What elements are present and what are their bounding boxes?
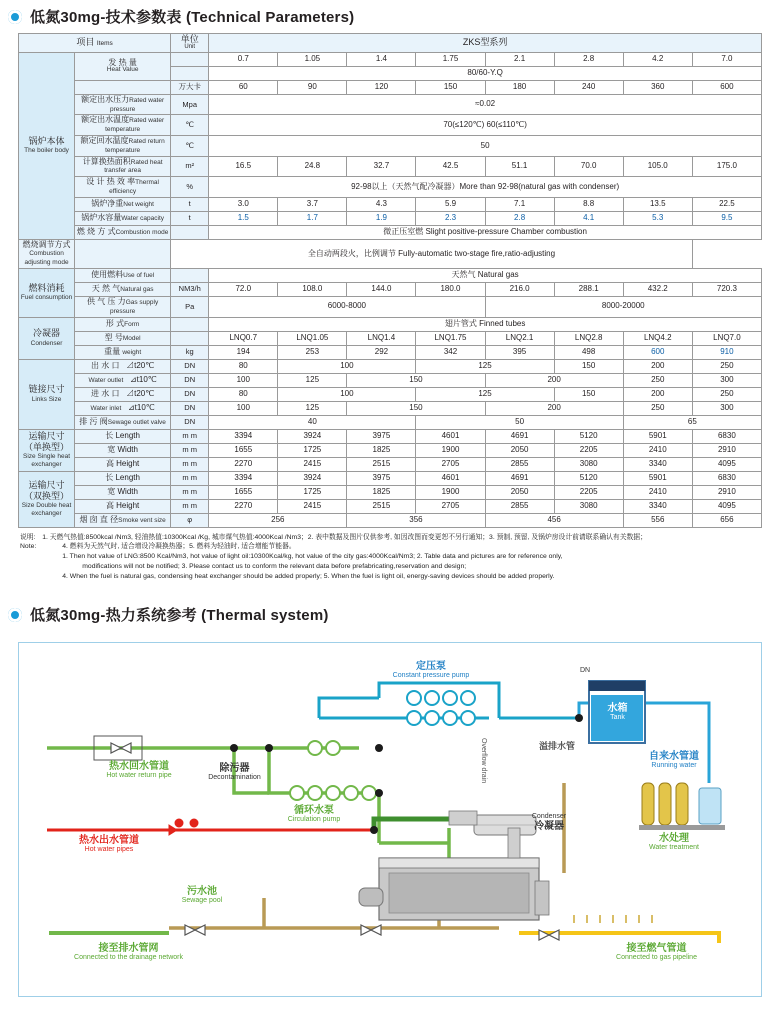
row-label-use-of-fuel: 使用燃料Use of fuel: [75, 268, 171, 282]
cell: 100: [278, 359, 416, 373]
cell: 2.8: [485, 211, 554, 225]
table-row: [19, 296, 762, 317]
unit-cell: DN: [171, 401, 209, 415]
cell: LNQ1.05: [278, 331, 347, 345]
cell: 5.3: [623, 211, 692, 225]
cell: 3.7: [278, 197, 347, 211]
cell: 3340: [623, 457, 692, 471]
cell: 65: [623, 415, 761, 429]
unit-cell: m²: [171, 156, 209, 177]
cell: 72.0: [209, 282, 278, 296]
thermal-title-cn: 低氮30mg-热力系统参考: [30, 607, 197, 624]
note-line: 4. 燃料为天然气时, 适合增设冷凝换热器；5. 燃料为轻油时, 适合增能节能器。: [62, 543, 296, 551]
cell: 1.5: [209, 211, 278, 225]
cell: 150: [347, 373, 485, 387]
cell-span: 微正压室燃 Slight positive-pressure Chamber combustion: [209, 225, 762, 239]
row-label-form: 形 式Form: [75, 317, 171, 331]
cell: 90: [278, 80, 347, 94]
cell: 2910: [692, 485, 761, 499]
cell: 4.1: [554, 211, 623, 225]
cell: 1825: [347, 485, 416, 499]
cell: 2515: [347, 499, 416, 513]
cell: 2415: [278, 499, 347, 513]
cell: 240: [554, 80, 623, 94]
row-label-combustion-mode: 燃 烧 方 式Combustion mode: [75, 225, 171, 239]
cell: 175.0: [692, 156, 761, 177]
unit-cell: [171, 268, 209, 282]
cell-span: 8000-20000: [485, 296, 761, 317]
row-label-condenser-weight: 重量 weight: [75, 345, 171, 359]
label-decontamination: 除污器 Decontamination: [208, 763, 261, 782]
label-condenser: Condenser 冷凝器: [531, 813, 567, 832]
cell: 720.3: [692, 282, 761, 296]
cell: LNQ0.7: [209, 331, 278, 345]
cell: 250: [623, 401, 692, 415]
row-label-heat-transfer-area: 计算换热面积Rated heat transfer area: [75, 156, 171, 177]
cell: 8.8: [554, 197, 623, 211]
unit-cell: Pa: [171, 296, 209, 317]
cell: 125: [278, 373, 347, 387]
cell: 498: [554, 345, 623, 359]
cell: 5120: [554, 429, 623, 443]
unit-cell: kg: [171, 345, 209, 359]
cell: 150: [416, 80, 485, 94]
unit-cell: [171, 317, 209, 331]
row-label-height: 高 Height: [75, 499, 171, 513]
notes-block: [0, 528, 780, 582]
label-tank: 水箱 Tank: [607, 703, 628, 722]
table-row: [19, 401, 762, 415]
thermal-system-diagram: [18, 642, 762, 997]
unit-cell: DN: [171, 373, 209, 387]
row-label-model: 型 号Model: [75, 331, 171, 345]
cell: 3.0: [209, 197, 278, 211]
row-label-width: 宽 Width: [75, 443, 171, 457]
section-heading-parameters: [0, 0, 780, 27]
label-overflow-pipe-cn: 溢排水管: [538, 741, 575, 751]
cell: 432.2: [623, 282, 692, 296]
group-condenser: 冷凝器 Condenser: [19, 317, 75, 359]
cell: 216.0: [485, 282, 554, 296]
unit-cell: m m: [171, 471, 209, 485]
table-row: [19, 115, 762, 136]
page-title: [30, 6, 354, 27]
cell: 5120: [554, 471, 623, 485]
cell: LNQ2.1: [485, 331, 554, 345]
model-cell: 0.7: [209, 52, 278, 66]
spec-table-wrapper: [0, 27, 780, 528]
cell: 256: [209, 513, 347, 527]
header-item: 项目 Items: [19, 34, 171, 53]
model-cell: 1.75: [416, 52, 485, 66]
unit-cell: m m: [171, 443, 209, 457]
table-row: [19, 373, 762, 387]
cell: 9.5: [692, 211, 761, 225]
cell: 292: [347, 345, 416, 359]
cell: 1900: [416, 443, 485, 457]
cell: 395: [485, 345, 554, 359]
cell: 70.0: [554, 156, 623, 177]
bullet-icon: [8, 10, 22, 24]
cell: 100: [209, 373, 278, 387]
note-line: 4. When the fuel is natural gas, condensing heat exchanger should be added properly; 5. When the fuel is light oil, energy-saving devices should be added properly.: [62, 572, 555, 580]
unit-cell: ℃: [171, 135, 209, 156]
cell: 2050: [485, 443, 554, 457]
cell: 3340: [623, 499, 692, 513]
row-label-rated-return-temperature: 额定回水温度Rated return temperature: [75, 135, 171, 156]
cell-span: 天然气 Natural gas: [209, 268, 762, 282]
technical-parameters-table: [18, 33, 762, 528]
table-row: [19, 415, 762, 429]
cell: 22.5: [692, 197, 761, 211]
cell: 200: [623, 359, 692, 373]
cell: 4601: [416, 429, 485, 443]
label-drainage-network: 接至排水管网 Connected to the drainage network: [74, 943, 183, 962]
cell: 105.0: [623, 156, 692, 177]
cell: 200: [623, 387, 692, 401]
cell: 4601: [416, 471, 485, 485]
table-row: [19, 345, 762, 359]
table-row: [19, 471, 762, 485]
table-row: [19, 239, 762, 268]
row-label-width: 宽 Width: [75, 485, 171, 499]
cell: 300: [692, 373, 761, 387]
table-row: [19, 457, 762, 471]
cell: 1655: [209, 485, 278, 499]
cell-span: 翅片管式 Finned tubes: [209, 317, 762, 331]
cell: 3975: [347, 429, 416, 443]
cell: 250: [692, 359, 761, 373]
row-label-water-capacity: 锅炉水容量Water capacity: [75, 211, 171, 225]
row-label-height: 高 Height: [75, 457, 171, 471]
label-overflow-drain-en: Overflow drain: [479, 738, 487, 784]
table-row: [19, 359, 762, 373]
cell: 200: [485, 373, 623, 387]
unit-cell: m m: [171, 429, 209, 443]
cell: 910: [692, 345, 761, 359]
cell-span: 全自动两段火，比例调节 Fully-automatic two-stage fire,ratio-adjusting: [171, 239, 693, 268]
row-label-thermal-efficiency: 设 计 热 效 率Thermal efficiency: [75, 177, 171, 198]
cell: 456: [485, 513, 623, 527]
cell: 1825: [347, 443, 416, 457]
unit-cell: ℃: [171, 115, 209, 136]
cell: 556: [623, 513, 692, 527]
unit-cell: t: [171, 197, 209, 211]
model-cell: 4.2: [623, 52, 692, 66]
cell: 356: [347, 513, 485, 527]
page-title-cn: 低氮30mg-技术参数表: [30, 9, 182, 26]
cell: 1725: [278, 485, 347, 499]
cell: 1725: [278, 443, 347, 457]
cell: 3924: [278, 471, 347, 485]
label-water-treatment: 水处理 Water treatment: [649, 833, 699, 852]
model-cell: 1.05: [278, 52, 347, 66]
row-label-water-outlet-t10: Water outlet ⊿t10℃: [75, 373, 171, 387]
group-fuel-consumption: 燃料消耗 Fuel consumption: [19, 268, 75, 317]
table-row: [19, 225, 762, 239]
cell: 2205: [554, 443, 623, 457]
table-row: [19, 197, 762, 211]
cell: 150: [554, 387, 623, 401]
cell-span: 50: [209, 135, 762, 156]
cell: 16.5: [209, 156, 278, 177]
cell: 2270: [209, 457, 278, 471]
cell: 2515: [347, 457, 416, 471]
cell: 100: [209, 401, 278, 415]
label-hot-water-pipes: 热水出水管道 Hot water pipes: [79, 835, 139, 854]
row-label-water-outlet-t20: 出 水 口 ⊿t20℃: [75, 359, 171, 373]
cell: LNQ2.8: [554, 331, 623, 345]
table-row: [19, 94, 762, 115]
unit-cell: [171, 66, 209, 80]
unit-cell: NM3/h: [171, 282, 209, 296]
cell: 5.9: [416, 197, 485, 211]
row-label-length: 长 Length: [75, 429, 171, 443]
cell: 6830: [692, 429, 761, 443]
cell: 2270: [209, 499, 278, 513]
cell-span: ≈0.02: [209, 94, 762, 115]
thermal-title: [30, 604, 329, 625]
unit-cell: m m: [171, 499, 209, 513]
cell-span: 70(≤120℃) 60(≤110℃): [209, 115, 762, 136]
unit-cell: DN: [171, 359, 209, 373]
model-cell: 2.1: [485, 52, 554, 66]
cell: 5901: [623, 471, 692, 485]
table-row: [19, 513, 762, 527]
cell: 360: [623, 80, 692, 94]
cell: 100: [278, 387, 416, 401]
cell: 300: [692, 401, 761, 415]
row-label-length: 长 Length: [75, 471, 171, 485]
cell: 4691: [485, 471, 554, 485]
table-row: [19, 387, 762, 401]
unit-cell: t: [171, 211, 209, 225]
row-label-sewage-outlet-valve: 排 污 阀Sewage outlet valve: [75, 415, 171, 429]
row-label-water-inlet-t20: 进 水 口 ⊿t20℃: [75, 387, 171, 401]
cell: 2855: [485, 457, 554, 471]
note-line: 1. Then hot value of LNG:8500 Kcal/Nm3, hot value of light oil:10300Kcal/kg, hot value of the city gas:4000Kcal/Nm3; 2. Table data and pictures are for reference only,: [62, 553, 563, 561]
row-label-net-weight: 锅炉净重Net weight: [75, 197, 171, 211]
unit-cell: φ: [171, 513, 209, 527]
cell: 1.7: [278, 211, 347, 225]
row-label-rated-water-pressure: 额定出水压力Rated water pressure: [75, 94, 171, 115]
cell: 3080: [554, 499, 623, 513]
table-row: [19, 135, 762, 156]
notes-label: 说明: Note:: [20, 533, 37, 551]
table-row: [19, 282, 762, 296]
cell: 32.7: [347, 156, 416, 177]
unit-cell: [171, 225, 209, 239]
cell: 250: [623, 373, 692, 387]
cell-span: 92-98以上（天然气配冷凝器）More than 92-98(natural gas with condenser): [209, 177, 762, 198]
table-row: [19, 331, 762, 345]
table-row: [19, 80, 762, 94]
row-label-heat-value: 发 热 量 Heat Value: [75, 52, 171, 80]
unit-cell: m m: [171, 485, 209, 499]
label-hot-water-return-pipe: 热水回水管道 Hot water return pipe: [106, 761, 172, 780]
label-sewage-pool: 污水池 Sewage pool: [181, 886, 223, 905]
cell: 2205: [554, 485, 623, 499]
cell: 2855: [485, 499, 554, 513]
section-heading-thermal: [0, 604, 329, 625]
thermal-diagram-wrapper: [0, 634, 780, 997]
bullet-icon: [8, 608, 22, 622]
table-row: [19, 211, 762, 225]
row-label-blank: [75, 80, 171, 94]
unit-cell: Mpa: [171, 94, 209, 115]
table-row: [19, 177, 762, 198]
cell: 125: [416, 359, 554, 373]
cell: 80: [209, 387, 278, 401]
group-size-double: 运输尺寸（双换型） Size Double heat exchanger: [19, 471, 75, 527]
table-row: [19, 443, 762, 457]
cell: 80: [209, 359, 278, 373]
table-header-row: [19, 34, 762, 53]
unit-cell: %: [171, 177, 209, 198]
label-circulation-pump: 循环水泵 Circulation pump: [287, 805, 341, 824]
cell: 60: [209, 80, 278, 94]
cell: 3975: [347, 471, 416, 485]
table-model-row: [19, 52, 762, 66]
cell: 2705: [416, 457, 485, 471]
cell: 6830: [692, 471, 761, 485]
note-line: modifications will not be notified; 3. Please contact us to conform the relevant data before prefabricating,reservation and design;: [82, 563, 467, 571]
cell: 1655: [209, 443, 278, 457]
cell: 40: [209, 415, 416, 429]
page-title-en: (Technical Parameters): [185, 9, 355, 26]
cell-span: 6000-8000: [209, 296, 485, 317]
table-row: [19, 268, 762, 282]
heat-value-type: 80/60-Y.Q: [209, 66, 762, 80]
cell: 180.0: [416, 282, 485, 296]
unit-cell: 万大卡: [171, 80, 209, 94]
cell: 2910: [692, 443, 761, 457]
unit-cell: DN: [171, 387, 209, 401]
unit-cell: [171, 52, 209, 66]
row-label-water-inlet-t10: Water inlet ⊿t10℃: [75, 401, 171, 415]
cell: 2705: [416, 499, 485, 513]
cell: 4691: [485, 429, 554, 443]
cell: 2.3: [416, 211, 485, 225]
cell: LNQ4.2: [623, 331, 692, 345]
cell: 200: [485, 401, 623, 415]
cell: LNQ7.0: [692, 331, 761, 345]
cell: 1900: [416, 485, 485, 499]
cell: 51.1: [485, 156, 554, 177]
cell: 4095: [692, 499, 761, 513]
cell: 3080: [554, 457, 623, 471]
label-dn: DN: [579, 667, 591, 674]
cell: 180: [485, 80, 554, 94]
cell: 50: [416, 415, 623, 429]
cell: 120: [347, 80, 416, 94]
table-row: [19, 499, 762, 513]
table-row: [19, 156, 762, 177]
group-size-single: 运输尺寸（单换型） Size Single heat exchanger: [19, 429, 75, 471]
cell: 150: [347, 401, 485, 415]
unit-cell: [75, 239, 171, 268]
cell: 4.3: [347, 197, 416, 211]
table-row: [19, 485, 762, 499]
row-label-smoke-vent-size: 烟 囱 直 径Smoke vent size: [75, 513, 171, 527]
model-cell: 2.8: [554, 52, 623, 66]
model-cell: 7.0: [692, 52, 761, 66]
cell: 7.1: [485, 197, 554, 211]
table-row: [19, 317, 762, 331]
cell: 108.0: [278, 282, 347, 296]
row-label-combustion-adjusting-mode: 燃烧调节方式Combustion adjusting mode: [19, 239, 75, 268]
cell: 253: [278, 345, 347, 359]
unit-cell: m m: [171, 457, 209, 471]
cell: 288.1: [554, 282, 623, 296]
table-row: [19, 429, 762, 443]
cell: 13.5: [623, 197, 692, 211]
row-label-gas-supply-pressure: 供 气 压 力Gas supply pressure: [75, 296, 171, 317]
note-line: 1. 天燃气热值:8500kcal /Nm3, 轻油热值:10300Kcal /Kg, 城市煤气热值:4000Kcal /Nm3；2. 表中数据及图片仅供参考, 如因改图而变更恕不另行通知；3. 预制, 预留, 及锅炉房设计前请联系确认有关数据；: [42, 533, 647, 541]
cell: 2410: [623, 485, 692, 499]
cell: 2410: [623, 443, 692, 457]
notes-body: [42, 533, 760, 582]
group-boiler-body: 锅炉本体 The boiler body: [19, 52, 75, 239]
cell: 656: [692, 513, 761, 527]
cell: 3394: [209, 471, 278, 485]
cell: 600: [623, 345, 692, 359]
cell: 2050: [485, 485, 554, 499]
group-links-size: 链接尺寸 Links Size: [19, 359, 75, 429]
cell: 600: [692, 80, 761, 94]
model-cell: 1.4: [347, 52, 416, 66]
thermal-title-en: (Thermal system): [201, 607, 329, 624]
cell: 1.9: [347, 211, 416, 225]
label-running-water: 自来水管道 Running water: [649, 751, 699, 770]
row-label-natural-gas: 天 然 气Natural gas: [75, 282, 171, 296]
cell: LNQ1.4: [347, 331, 416, 345]
label-constant-pressure-pump: 定压泵 Constant pressure pump: [392, 661, 470, 680]
header-series: ZKS型系列: [209, 34, 762, 53]
cell: 125: [416, 387, 554, 401]
header-unit: 单位 Unit: [171, 34, 209, 53]
unit-cell: DN: [171, 415, 209, 429]
cell: 24.8: [278, 156, 347, 177]
cell: 194: [209, 345, 278, 359]
cell: LNQ1.75: [416, 331, 485, 345]
cell: 3924: [278, 429, 347, 443]
cell: 342: [416, 345, 485, 359]
cell: 2415: [278, 457, 347, 471]
cell: 250: [692, 387, 761, 401]
unit-cell: [171, 331, 209, 345]
row-label-rated-water-temperature: 额定出水温度Rated water temperature: [75, 115, 171, 136]
cell: 125: [278, 401, 347, 415]
cell: 144.0: [347, 282, 416, 296]
cell: 3394: [209, 429, 278, 443]
label-gas-pipeline: 接至燃气管道 Connected to gas pipeline: [616, 943, 697, 962]
cell: 4095: [692, 457, 761, 471]
cell: 5901: [623, 429, 692, 443]
cell: 42.5: [416, 156, 485, 177]
cell: 150: [554, 359, 623, 373]
